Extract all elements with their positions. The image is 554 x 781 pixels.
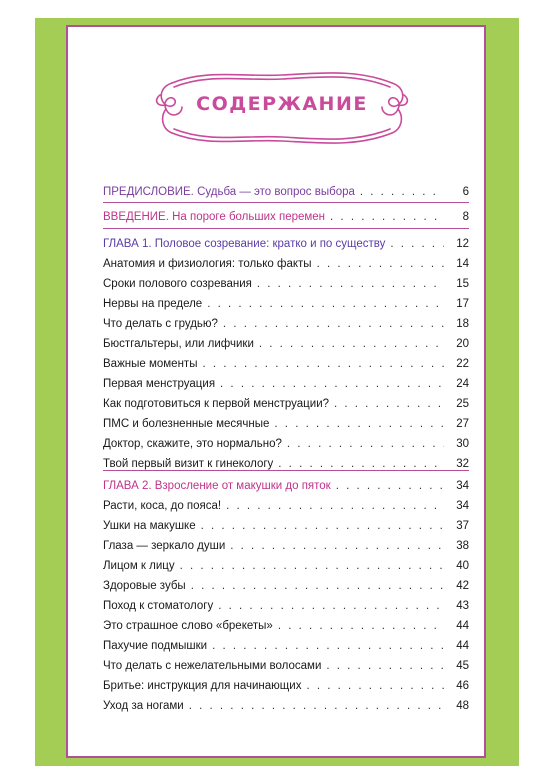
section-divider xyxy=(103,470,469,471)
toc-entry[interactable] xyxy=(103,378,469,398)
toc-entry-title: Первая менструация xyxy=(103,378,216,390)
dot-leader xyxy=(257,278,444,290)
toc-entry-title: Что делать с нежелательными волосами xyxy=(103,660,322,672)
toc-entry-title: Нервы на пределе xyxy=(103,298,203,310)
toc-entry-page-number: 45 xyxy=(456,660,469,672)
toc-entry[interactable] xyxy=(103,520,469,540)
toc-entry-title: Бюстгальтеры, или лифчики xyxy=(103,338,254,350)
toc-entry-title: Уход за ногами xyxy=(103,700,184,712)
dot-leader xyxy=(180,560,444,572)
toc-entry-page-number: 12 xyxy=(456,238,469,250)
toc-entry-title: Твой первый визит к гинекологу xyxy=(103,458,274,470)
toc-entry-page-number: 27 xyxy=(456,418,469,430)
dot-leader xyxy=(278,620,444,632)
toc-entry-page-number: 42 xyxy=(456,580,469,592)
dot-leader xyxy=(212,640,444,652)
dot-leader xyxy=(226,500,444,512)
toc-entry-title: Поход к стоматологу xyxy=(103,600,214,612)
toc-entry-page-number: 17 xyxy=(456,298,469,310)
toc-entry[interactable] xyxy=(103,580,469,600)
toc-entry[interactable] xyxy=(103,278,469,298)
toc-entry-page-number: 44 xyxy=(456,640,469,652)
toc-entry[interactable] xyxy=(103,358,469,378)
toc-entry[interactable] xyxy=(103,298,469,318)
toc-section-entry[interactable] xyxy=(103,480,469,500)
toc-entry-page-number: 34 xyxy=(456,480,469,492)
dot-leader xyxy=(390,238,444,250)
toc-entry-page-number: 15 xyxy=(456,278,469,290)
dot-leader xyxy=(189,700,444,712)
toc-entry-title: Расти, коса, до пояса! xyxy=(103,500,222,512)
toc-entry[interactable] xyxy=(103,338,469,358)
dot-leader xyxy=(218,600,444,612)
dot-leader xyxy=(330,211,444,223)
toc-entry-page-number: 30 xyxy=(456,438,469,450)
toc-entry[interactable] xyxy=(103,418,469,438)
toc-entry-page-number: 8 xyxy=(462,211,469,223)
dot-leader xyxy=(202,358,444,370)
section-divider xyxy=(103,228,469,229)
toc-entry[interactable] xyxy=(103,660,469,680)
toc-entry-page-number: 22 xyxy=(456,358,469,370)
toc-section-entry[interactable] xyxy=(103,186,469,206)
dot-leader xyxy=(207,298,444,310)
dot-leader xyxy=(306,680,444,692)
toc-entry-page-number: 38 xyxy=(456,540,469,552)
toc-entry[interactable] xyxy=(103,540,469,560)
toc-section-entry[interactable] xyxy=(103,238,469,258)
dot-leader xyxy=(220,378,444,390)
toc-entry-page-number: 32 xyxy=(456,458,469,470)
toc-entry-title: Доктор, скажите, это нормально? xyxy=(103,438,282,450)
toc-entry[interactable] xyxy=(103,398,469,418)
dot-leader xyxy=(336,480,444,492)
toc-entry-page-number: 34 xyxy=(456,500,469,512)
toc-entry-page-number: 20 xyxy=(456,338,469,350)
toc-entry[interactable] xyxy=(103,680,469,700)
toc-entry-page-number: 6 xyxy=(462,186,469,198)
dot-leader xyxy=(334,398,444,410)
toc-entry-page-number: 48 xyxy=(456,700,469,712)
toc-entry-title: Ушки на макушке xyxy=(103,520,196,532)
toc-entry-page-number: 25 xyxy=(456,398,469,410)
toc-entry-title: ГЛАВА 1. Половое созревание: кратко и по существу xyxy=(103,238,386,250)
toc-entry-title: Лицом к лицу xyxy=(103,560,175,572)
toc-entry-title: Бритье: инструкция для начинающих xyxy=(103,680,302,692)
page-title: СОДЕРЖАНИЕ xyxy=(196,93,368,115)
toc-entry-title: Как подготовиться к первой менструации? xyxy=(103,398,330,410)
toc-entry-title: Здоровые зубы xyxy=(103,580,186,592)
toc-entry[interactable] xyxy=(103,500,469,520)
toc-entry[interactable] xyxy=(103,458,469,478)
toc-entry-page-number: 24 xyxy=(456,378,469,390)
toc-entry-page-number: 18 xyxy=(456,318,469,330)
toc-entry-title: Глаза — зеркало души xyxy=(103,540,226,552)
toc-entry-title: ВВЕДЕНИЕ. На пороге больших перемен xyxy=(103,211,326,223)
dot-leader xyxy=(360,186,444,198)
dot-leader xyxy=(287,438,444,450)
dot-leader xyxy=(201,520,444,532)
toc-entry-page-number: 44 xyxy=(456,620,469,632)
dot-leader xyxy=(278,458,444,470)
toc-entry-title: Что делать с грудью? xyxy=(103,318,218,330)
toc-entry-page-number: 40 xyxy=(456,560,469,572)
toc-entry[interactable] xyxy=(103,620,469,640)
dot-leader xyxy=(223,318,444,330)
dot-leader xyxy=(230,540,444,552)
dot-leader xyxy=(274,418,444,430)
dot-leader xyxy=(317,258,444,270)
toc-entry-page-number: 37 xyxy=(456,520,469,532)
toc-entry[interactable] xyxy=(103,318,469,338)
toc-entry-title: ПМС и болезненные месячные xyxy=(103,418,270,430)
toc-entry-page-number: 14 xyxy=(456,258,469,270)
toc-entry-title: ПРЕДИСЛОВИЕ. Судьба — это вопрос выбора xyxy=(103,186,355,198)
toc-entry[interactable] xyxy=(103,560,469,580)
toc-entry-title: ГЛАВА 2. Взросление от макушки до пяток xyxy=(103,480,331,492)
toc-entry-title: Анатомия и физиология: только факты xyxy=(103,258,312,270)
toc-entry[interactable] xyxy=(103,438,469,458)
section-divider xyxy=(103,202,469,203)
dot-leader xyxy=(326,660,444,672)
toc-entry-title: Сроки полового созревания xyxy=(103,278,252,290)
toc-entry[interactable] xyxy=(103,600,469,620)
toc-entry[interactable] xyxy=(103,640,469,660)
toc-entry-title: Это страшное слово «брекеты» xyxy=(103,620,273,632)
toc-entry-page-number: 46 xyxy=(456,680,469,692)
dot-leader xyxy=(259,338,444,350)
toc-entry-title: Пахучие подмышки xyxy=(103,640,208,652)
toc-entry[interactable] xyxy=(103,258,469,278)
toc-entry-title: Важные моменты xyxy=(103,358,198,370)
dot-leader xyxy=(191,580,444,592)
toc-entry-page-number: 43 xyxy=(456,600,469,612)
toc-entry[interactable] xyxy=(103,700,469,720)
